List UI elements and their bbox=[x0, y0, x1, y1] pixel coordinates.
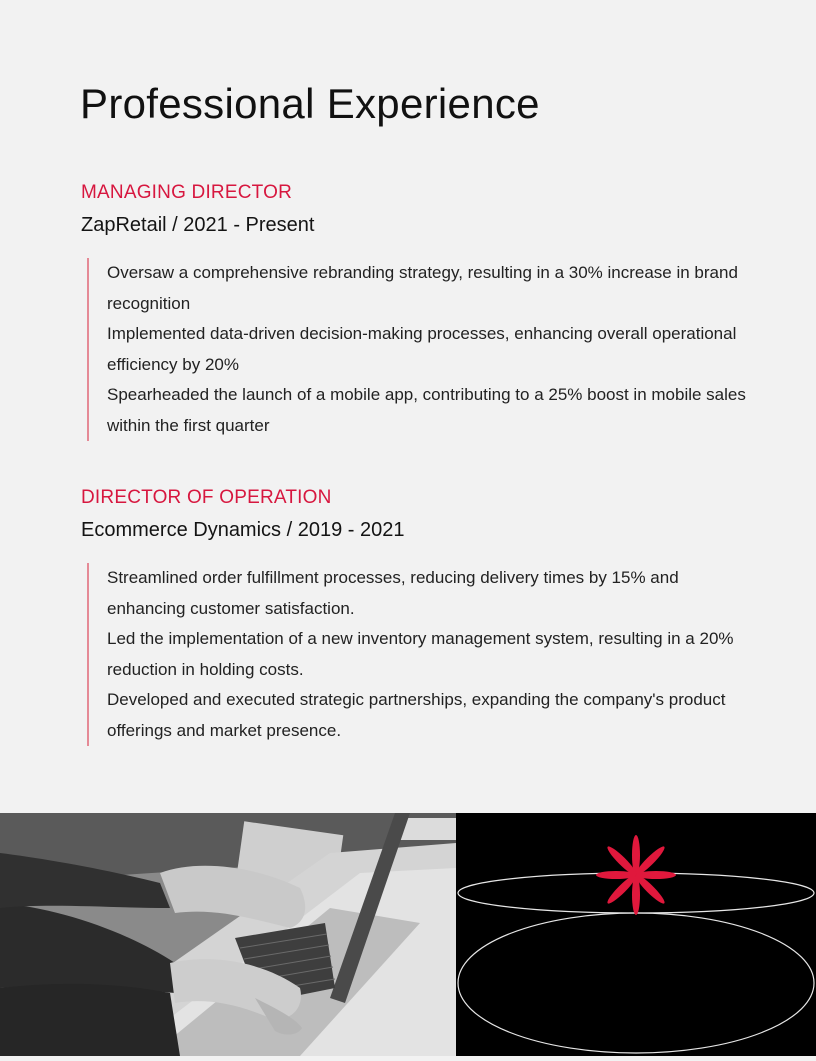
laptop-photo-illustration bbox=[0, 813, 456, 1056]
experience-entry-zapretail bbox=[81, 180, 761, 441]
job-bullet: Spearheaded the launch of a mobile app, contributing to a 25% boost in mobile sales within the first quarter bbox=[107, 385, 746, 435]
job-bullet-list bbox=[87, 258, 761, 441]
red-asterisk-ellipses-graphic bbox=[456, 813, 816, 1056]
job-bullet: Oversaw a comprehensive rebranding strategy, resulting in a 30% increase in brand recognition bbox=[107, 263, 738, 313]
bottom-image-strip bbox=[0, 813, 816, 1056]
job-bullet: Implemented data-driven decision-making processes, enhancing overall operational efficiency by 20% bbox=[107, 324, 737, 374]
job-company-dates: ZapRetail / 2021 - Present bbox=[81, 214, 315, 236]
job-role: MANAGING DIRECTOR bbox=[81, 182, 293, 203]
page-title: Professional Experience bbox=[80, 80, 540, 127]
job-bullet: Streamlined order fulfillment processes, reducing delivery times by 15% and enhancing customer satisfaction. bbox=[107, 568, 679, 618]
job-bullet: Led the implementation of a new inventory management system, resulting in a 20% reduction in holding costs. bbox=[107, 629, 734, 679]
job-bullet-list bbox=[87, 563, 761, 746]
job-company-dates: Ecommerce Dynamics / 2019 - 2021 bbox=[81, 519, 405, 541]
red-asterisk-icon bbox=[596, 835, 676, 915]
experience-entry-ecommerce-dynamics bbox=[81, 485, 761, 746]
job-bullet: Developed and executed strategic partnerships, expanding the company's product offerings and market presence. bbox=[107, 690, 726, 740]
job-role: DIRECTOR OF OPERATION bbox=[81, 487, 332, 508]
laptop-typing-photo bbox=[0, 813, 456, 1056]
asterisk-ellipse-artwork bbox=[456, 813, 816, 1056]
